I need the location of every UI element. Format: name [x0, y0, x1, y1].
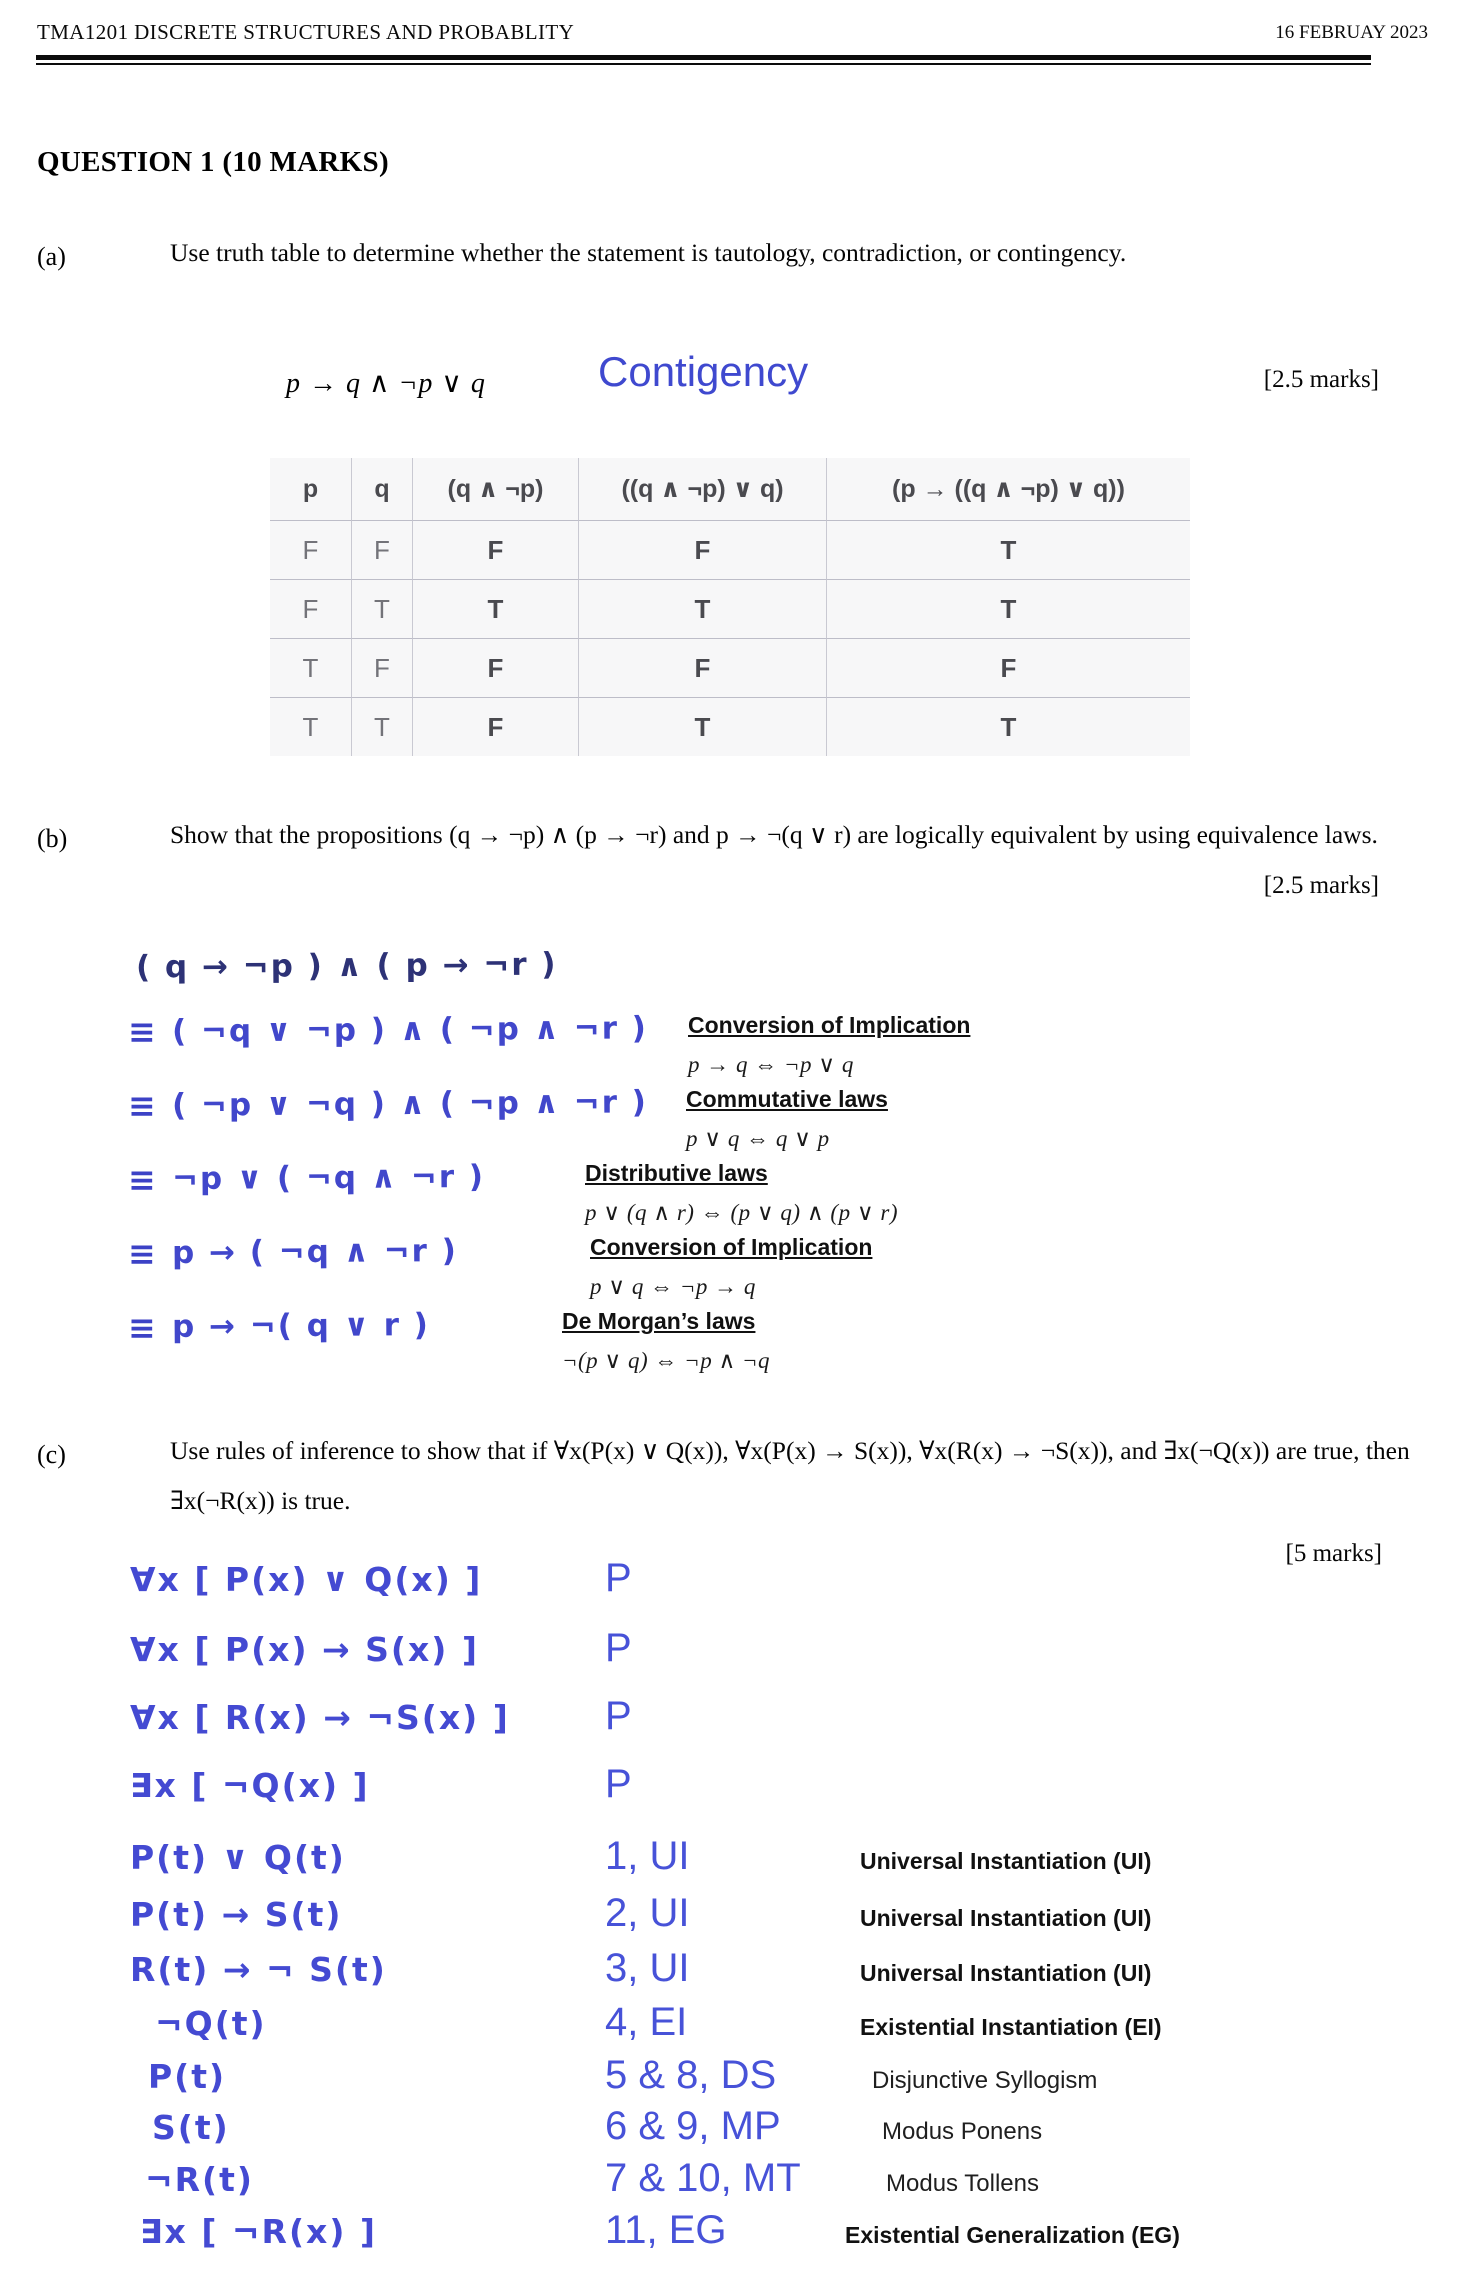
tt-cell: F: [413, 697, 579, 756]
part-a-statement-formula: p → q ∧ ¬p ∨ q: [286, 368, 486, 399]
tt-cell: F: [270, 520, 352, 579]
proof-formula: R(t) → ¬ S(t): [130, 1950, 387, 1989]
part-b-marks: [2.5 marks]: [1263, 872, 1379, 899]
proof-formula: P(t) → S(t): [130, 1895, 343, 1934]
tt-cell: T: [270, 697, 352, 756]
equiv-symbol: ≡: [128, 1308, 156, 1347]
law-name: Conversion of Implication: [590, 1234, 873, 1260]
tt-cell: T: [352, 579, 413, 638]
derivation-formula: p → ( ¬q ∧ ¬r ): [171, 1233, 458, 1271]
derivation-formula: p → ¬( q ∨ r ): [171, 1307, 430, 1345]
proof-formula: P(t): [148, 2057, 227, 2096]
derivation-formula: ( ¬q ∨ ¬p ) ∧ ( ¬p ∧ ¬r ): [171, 1010, 648, 1050]
derivation-row: [128, 1010, 971, 1077]
law-formula: p ∨ q ⇔ ¬p → q: [590, 1274, 756, 1299]
part-b-label: (b): [37, 824, 68, 853]
tt-cell: F: [827, 638, 1190, 697]
proof-formula: P(t) ∨ Q(t): [130, 1838, 346, 1877]
proof-row: [130, 2104, 1380, 2160]
proof-row: [130, 1762, 1380, 1818]
law-name: De Morgan’s laws: [562, 1308, 756, 1334]
proof-formula: ¬R(t): [145, 2160, 254, 2199]
proof-reason: 11, EG: [605, 2208, 727, 2252]
proof-rule: Universal Instantiation (UI): [860, 1848, 1152, 1874]
law-formula: p → q ⇔ ¬p ∨ q: [688, 1052, 854, 1077]
proof-formula: ∀x [ P(x) → S(x) ]: [130, 1630, 479, 1669]
derivation-row: [120, 948, 558, 1008]
tt-header-col3: (q ∧ ¬p): [413, 458, 579, 520]
law-annotation: [562, 1308, 771, 1373]
part-a-label: (a): [37, 242, 66, 271]
equiv-symbol: ≡: [128, 1012, 156, 1051]
proof-row: [130, 1946, 1380, 2002]
proof-formula: ∀x [ R(x) → ¬S(x) ]: [130, 1698, 510, 1737]
law-name: Commutative laws: [686, 1086, 888, 1112]
proof-row: [130, 1626, 1380, 1682]
derivation-row: [128, 1158, 899, 1225]
proof-formula: S(t): [152, 2108, 230, 2147]
derivation-formula: ( ¬p ∨ ¬q ) ∧ ( ¬p ∧ ¬r ): [171, 1084, 648, 1124]
tt-header-col5: (p → ((q ∧ ¬p) ∨ q)): [892, 475, 1125, 503]
tt-cell: F: [413, 638, 579, 697]
proof-reason: 4, EI: [605, 2000, 688, 2044]
proof-row: [130, 1834, 1380, 1890]
part-c-prompt: Use rules of inference to show that if ∀x(P(x) ∨ Q(x)), ∀x(P(x) → S(x)), ∀x(R(x) → ¬S(x)), and ∃x(¬Q(x)) are true, then ∃x(¬R(x)) is true.: [170, 1436, 1410, 1515]
tt-cell: F: [579, 520, 827, 579]
proof-rule: Disjunctive Syllogism: [872, 2067, 1098, 2094]
tt-header-col4: ((q ∧ ¬p) ∨ q): [579, 458, 827, 520]
truth-table: [270, 458, 1190, 756]
proof-reason: 7 & 10, MT: [605, 2156, 801, 2200]
header-date: 16 FEBRUAY 2023: [1275, 22, 1428, 43]
tt-cell: F: [352, 638, 413, 697]
law-name: Conversion of Implication: [688, 1012, 971, 1038]
part-a-marks: [2.5 marks]: [1263, 366, 1379, 393]
part-c-label: (c): [37, 1440, 66, 1469]
equiv-symbol: ≡: [128, 1086, 156, 1125]
proof-formula: ∃x [ ¬Q(x) ]: [130, 1766, 370, 1805]
proof-reason: 3, UI: [605, 1946, 690, 1990]
proof-reason: P: [605, 1694, 632, 1738]
law-formula: ¬(p ∨ q) ⇔ ¬p ∧ ¬q: [562, 1348, 771, 1373]
proof-reason: 2, UI: [605, 1891, 690, 1935]
tt-header-q: q: [352, 458, 413, 520]
tt-cell: F: [270, 579, 352, 638]
tt-cell: T: [827, 697, 1190, 756]
law-annotation: [585, 1160, 899, 1225]
tt-cell: T: [413, 579, 579, 638]
derivation-row: [128, 1233, 873, 1299]
equiv-symbol: ≡: [128, 1234, 156, 1273]
part-b-prompt: Show that the propositions (q → ¬p) ∧ (p → ¬r) and p → ¬(q ∨ r) are logically equivalent by using equivalence laws.: [170, 820, 1378, 849]
header-divider: [36, 55, 1371, 65]
proof-reason: 6 & 9, MP: [605, 2104, 781, 2148]
derivation-formula: ( q → ¬p ) ∧ ( p → ¬r ): [135, 946, 558, 986]
proof-row: [130, 2156, 1380, 2212]
tt-cell: F: [579, 638, 827, 697]
proof-row: [130, 2000, 1380, 2056]
proof-row: [130, 1694, 1380, 1750]
proof-formula: ∃x [ ¬R(x) ]: [140, 2212, 377, 2251]
question-title: QUESTION 1 (10 MARKS): [37, 146, 389, 178]
law-annotation: [590, 1234, 873, 1299]
proof-rule: Existential Instantiation (EI): [860, 2014, 1162, 2040]
part-a-prompt: Use truth table to determine whether the statement is tautology, contradiction, or contingency.: [170, 238, 1127, 267]
proof-reason: P: [605, 1626, 632, 1670]
law-annotation: [686, 1086, 888, 1151]
proof-reason: 1, UI: [605, 1834, 690, 1878]
tt-cell: T: [579, 579, 827, 638]
tt-cell: T: [270, 638, 352, 697]
proof-reason: P: [605, 1556, 632, 1600]
derivation-formula: ¬p ∨ ( ¬q ∧ ¬r ): [171, 1158, 485, 1198]
derivation-row: [128, 1084, 888, 1151]
tt-header-p: p: [270, 458, 352, 520]
proof-rule: Existential Generalization (EG): [845, 2222, 1180, 2248]
tt-cell: T: [827, 520, 1190, 579]
proof-row: [130, 2053, 1380, 2109]
part-a-answer: Contigency: [598, 348, 809, 395]
proof-reason: P: [605, 1762, 632, 1806]
tt-cell: T: [352, 697, 413, 756]
equiv-symbol: ≡: [128, 1160, 156, 1199]
law-annotation: [688, 1012, 971, 1077]
course-title: TMA1201 DISCRETE STRUCTURES AND PROBABLITY: [37, 20, 575, 44]
proof-rule: Universal Instantiation (UI): [860, 1960, 1152, 1986]
proof-row: [130, 1556, 1380, 1612]
derivation-row: [128, 1307, 771, 1373]
proof-formula: ∀x [ P(x) ∨ Q(x) ]: [130, 1560, 483, 1599]
proof-rule: Modus Tollens: [886, 2170, 1039, 2197]
proof-row: [130, 2208, 1380, 2264]
proof-rule: Universal Instantiation (UI): [860, 1905, 1152, 1931]
law-formula: p ∨ q ⇔ q ∨ p: [686, 1126, 830, 1151]
proof-reason: 5 & 8, DS: [605, 2053, 777, 2097]
tt-cell: T: [827, 579, 1190, 638]
proof-row: [130, 1891, 1380, 1947]
tt-cell: F: [352, 520, 413, 579]
tt-cell: T: [579, 697, 827, 756]
part-c-marks: [5 marks]: [1285, 1540, 1382, 1567]
law-name: Distributive laws: [585, 1160, 768, 1186]
law-formula: p ∨ (q ∧ r) ⇔ (p ∨ q) ∧ (p ∨ r): [585, 1200, 899, 1225]
proof-rule: Modus Ponens: [882, 2118, 1043, 2145]
tt-cell: F: [413, 520, 579, 579]
proof-formula: ¬Q(t): [155, 2004, 267, 2043]
